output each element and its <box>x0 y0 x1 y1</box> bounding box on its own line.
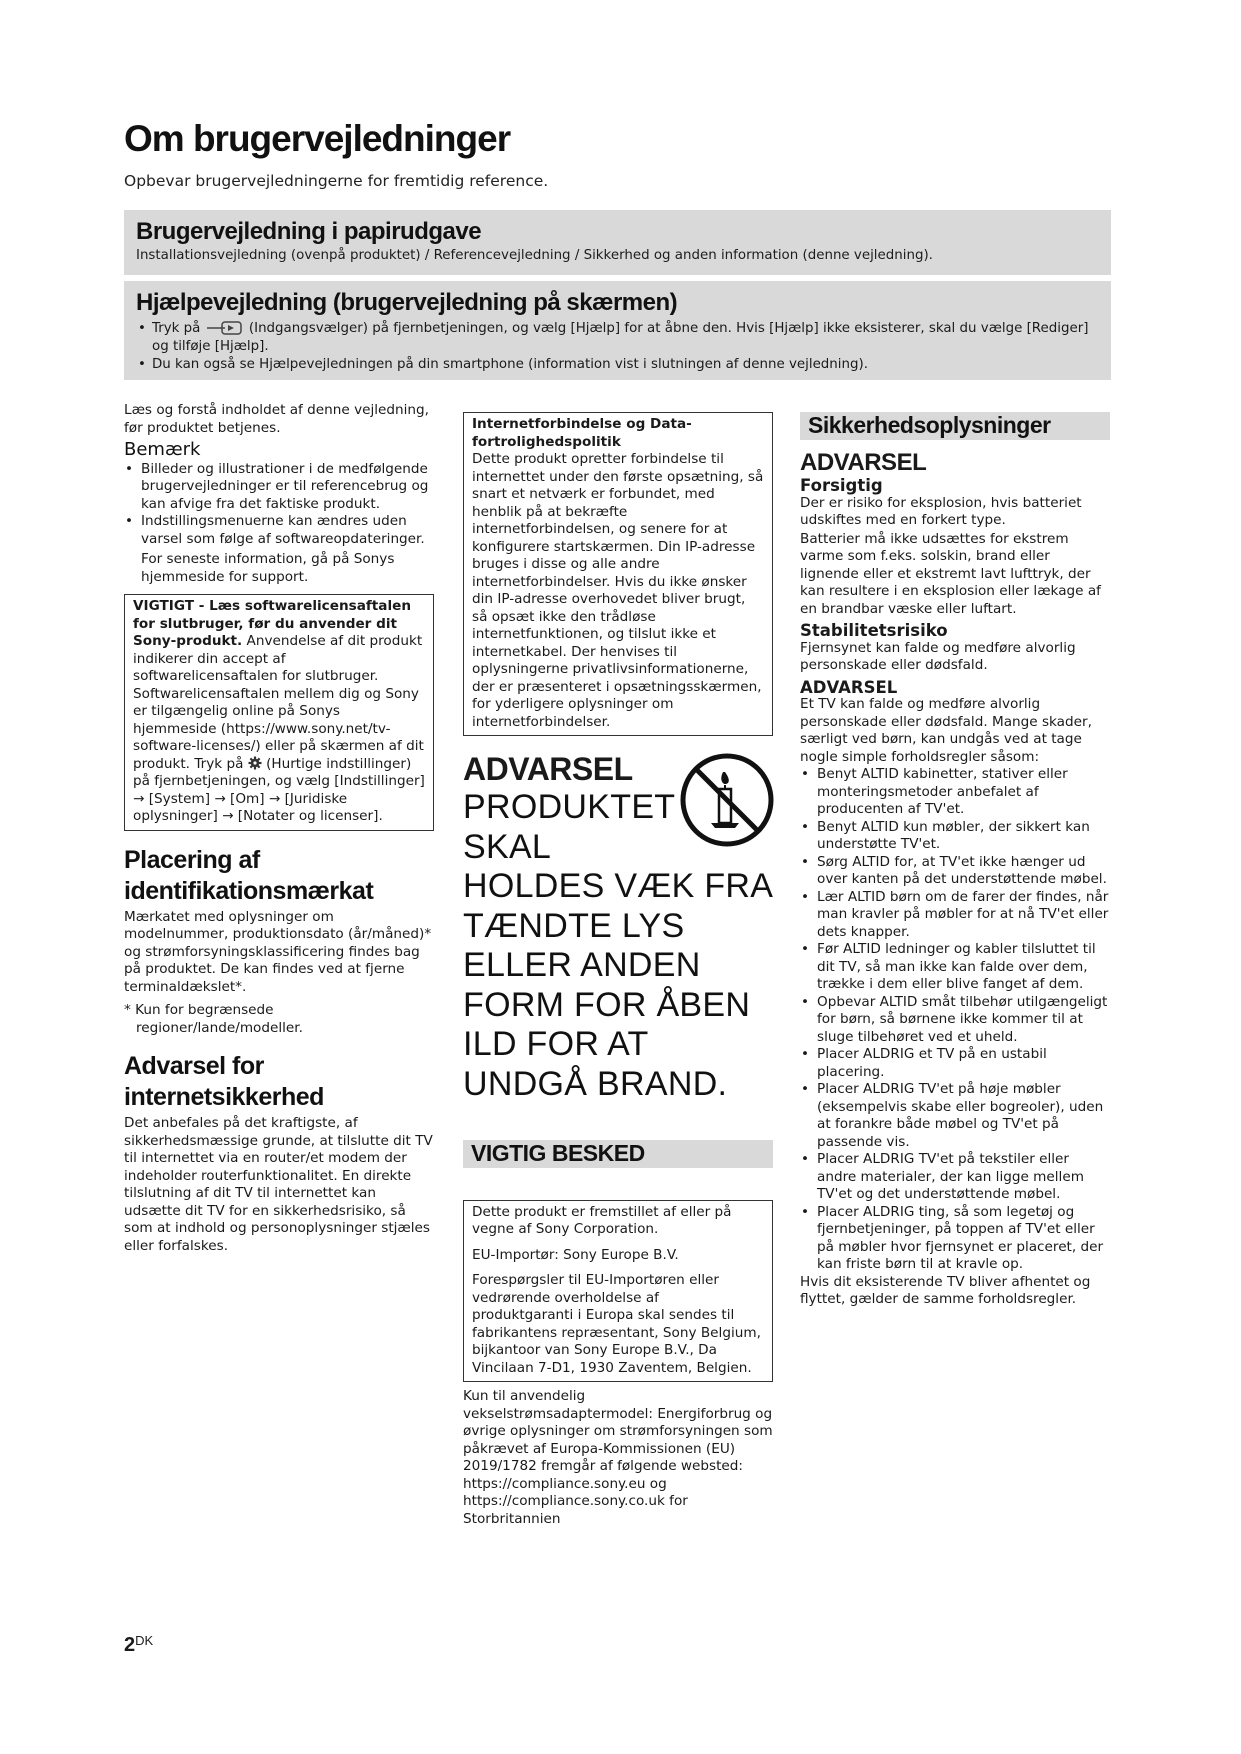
safety-title: Sikkerhedsoplysninger <box>800 412 1110 440</box>
column-left <box>124 402 434 1255</box>
internet-safety-text: Det anbefales på det kraftigste, af sikkerhedsmæssige grunde, at tilslutte dit TV til internettet via en router/et modem der indeholder routerfunktionalitet. En direkte tilslutning af dit TV til internettet kan udsætte dit TV for en sikkerhedsrisiko, så som at indhold og personoplysninger stjæles eller forfalskes. <box>124 1115 433 1254</box>
help-guide-box <box>124 281 1111 380</box>
notice-importer: EU-Importør: Sony Europe B.V. <box>472 1246 679 1263</box>
page-title: Om brugervejledninger <box>124 118 511 159</box>
note-list <box>124 461 434 549</box>
privacy-title: Internetforbindelse og Data-fortrolighedspolitik <box>472 416 692 450</box>
internet-safety-title: Advarsel for internetsikkerhed <box>124 1052 324 1111</box>
license-box <box>124 594 434 831</box>
page-subtitle: Opbevar brugervejledningerne for fremtidig reference. <box>124 172 549 190</box>
caution-text: Der er risiko for eksplosion, hvis batteriet udskiftes med en forkert type. <box>800 494 1082 528</box>
intro-text: Læs og forstå indholdet af denne vejledning, før produktet betjenes. <box>124 402 429 436</box>
help-item-text: (Indgangsvælger) på fjernbetjeningen, og vælg [Hjælp] for at åbne den. Hvis [Hjælp] ikke eksisterer, skal du vælge [Rediger] og tilføje [Hjælp]. <box>152 321 1089 354</box>
privacy-box <box>463 412 773 736</box>
list-item: • Billeder og illustrationer i de medfølgende brugervejledninger er til referencebrug og kan afvige fra det faktiske produkt. <box>124 461 434 514</box>
warning-text: HOLDES VÆK FRA TÆNDTE LYS ELLER ANDEN FORM FOR ÅBEN ILD FOR AT UNDGÅ BRAND. <box>463 867 772 1103</box>
help-item-text: Tryk på <box>152 321 201 336</box>
fire-warning <box>463 750 773 1104</box>
adapter-text: Kun til anvendelig vekselstrømsadaptermodel: Energiforbrug og øvrige oplysninger om strømforsyningen som påkrævet af Europa-Kommissionen (EU) 2019/1782 fremgår af følgende websted: https://compliance.sony.eu og https://compliance.sony.co.uk for Storbritannien <box>463 1388 773 1527</box>
paper-guide-title: Brugervejledning i papirudgave <box>136 218 482 245</box>
warning-line2: SKAL <box>463 827 552 866</box>
gear-icon <box>248 756 262 770</box>
list-item: • Benyt ALTID kabinetter, stativer eller monteringsmetoder anbefalet af producenten af TV'et. <box>800 766 1110 819</box>
license-text-cont: (Hurtige indstillinger) på fjernbetjeningen, og vælg [Indstillinger] → [System] → [Om] → [Juridiske oplysninger] → [Notater og licenser]. <box>133 755 425 824</box>
note-extra: For seneste information, gå på Sonys hjemmeside for support. <box>141 551 395 585</box>
help-guide-list <box>136 320 1099 374</box>
list-item: • Placer ALDRIG TV'et på høje møbler (eksempelvis skabe eller bogreoler), uden at forankre både møbel og TV'et på passende vis. <box>800 1081 1110 1151</box>
closing-text: Hvis dit eksisterende TV bliver afhentet og flyttet, gælder de samme forholdsregler. <box>800 1273 1091 1307</box>
no-open-flame-icon <box>679 752 775 848</box>
page-number: $2^{DK}$ <box>124 1633 154 1656</box>
list-item: • Sørg ALTID for, at TV'et ikke hænger ud over kanten på det understøttende møbel. <box>800 854 1110 889</box>
list-item: • Benyt ALTID kun møbler, der sikkert kan understøtte TV'et. <box>800 819 1110 854</box>
list-item: • Indstillingsmenuerne kan ændres uden varsel som følge af softwareopdateringer. <box>124 513 434 548</box>
list-item: • Placer ALDRIG ting, så som legetøj og fjernbetjeninger, på toppen af TV'et eller på møbler hvor fjernsynet er placeret, der kan friste børn til at kravle op. <box>800 1204 1110 1274</box>
column-middle <box>463 412 773 1528</box>
note-title: Bemærk <box>124 439 201 460</box>
stability-title: Stabilitetsrisiko <box>800 621 948 640</box>
list-item: • Placer ALDRIG et TV på en ustabil placering. <box>800 1046 1110 1081</box>
notice-text: Forespørgsler til EU-Importøren eller vedrørende overholdelse af produktgaranti i Europa skal sendes til fabrikantens repræsentant, Sony Belgium, bijkantoor van Sony Europe B.V., Da Vincilaan 7-D1, 1930 Zaventem, Belgien. <box>472 1272 761 1376</box>
license-bold-text: VIGTIGT - Læs softwarelicensaftalen for slutbruger, før du anvender dit Sony-produkt. <box>133 598 412 649</box>
warning2-title: ADVARSEL <box>800 677 898 697</box>
list-item: • Før ALTID ledninger og kabler tilsluttet til dit TV, så man ikke kan falde over dem, trække i dem eller blive fanget af dem. <box>800 941 1110 994</box>
paper-guide-text: Installationsvejledning (ovenpå produktet) / Referencevejledning / Sikkerhed og anden information (denne vejledning). <box>136 248 933 263</box>
help-item-text: Du kan også se Hjælpevejledningen på din smartphone (information vist i slutningen af denne vejledning). <box>152 357 868 372</box>
paper-guide-box <box>124 210 1111 275</box>
notice-text: Dette produkt er fremstillet af eller på vegne af Sony Corporation. <box>472 1203 732 1237</box>
help-guide-item <box>136 320 1099 356</box>
caution-text: Batterier må ikke udsættes for ekstrem varme som f.eks. solskin, brand eller lignende eller et ekstremt lavt lufttryk, der kan resultere i en eksplosion eller lækage af en brandbar væske eller luftart. <box>800 530 1101 617</box>
label-title: Placering af identifikationsmærkat <box>124 845 374 905</box>
warning-title: ADVARSEL <box>800 448 927 476</box>
list-item: • Placer ALDRIG TV'et på tekstiler eller andre materialer, der kan ligge mellem TV'et og det understøttende møbel. <box>800 1151 1110 1204</box>
label-text: Mærkatet med oplysninger om modelnummer, produktionsdato (år/måned)* og strømforsyningsklassificering findes bag på produktet. De kan findes ved at fjerne terminaldækslet*. <box>124 908 432 995</box>
caution-title: Forsigtig <box>800 476 883 495</box>
warning-label: ADVARSEL <box>463 751 633 787</box>
notice-title: VIGTIG BESKED <box>463 1140 773 1168</box>
notice-box <box>463 1200 773 1383</box>
warning-line1: PRODUKTET <box>463 788 676 826</box>
column-right <box>800 412 1110 1309</box>
help-guide-title: Hjælpevejledning (brugervejledning på skærmen) <box>136 289 678 316</box>
warning2-text: Et TV kan falde og medføre alvorlig personskade eller dødsfald. Mange skader, særligt ved børn, kan undgås ved at tage nogle simple forholdsregler såsom: <box>800 696 1092 765</box>
help-guide-item <box>136 356 1099 374</box>
input-selector-icon <box>207 320 243 336</box>
label-footnote: * Kun for begrænsede regioner/lande/modeller. <box>124 1002 303 1036</box>
stability-text: Fjernsynet kan falde og medføre alvorlig personskade eller dødsfald. <box>800 639 1076 673</box>
privacy-text: Dette produkt opretter forbindelse til internettet under den første opsætning, så snart et netværk er forbundet, med henblik på at bekræfte internetforbindelsen, og senere for at konfigurere startskærmen. Din IP-adresse bruges i disse og alle andre internetforbindelser. Hvis du ikke ønsker din IP-adresse overhovedet bliver brugt, så opsæt ikke den trådløse internetfunktionen, og tilslut ikke et internetkabel. Der henvises til oplysningerne privatlivsinformationerne, der er præsenteret i opsætningsskærmen, for yderligere oplysninger om internetforbindelser. <box>472 451 764 730</box>
license-text: Anvendelse af dit produkt indikerer din accept af softwarelicensaftalen for slutbruger. Softwarelicensaftalen mellem dig og Sony er tilgængelig online på Sonys hjemmeside (https://www.sony.net/tv-software-licenses/) eller på skærmen af dit produkt. Tryk på <box>133 633 424 772</box>
precautions-list <box>800 766 1110 1274</box>
list-item: • Lær ALTID børn om de farer der findes, når man kravler på møbler for at nå TV'et eller dets knapper. <box>800 889 1110 942</box>
list-item: • Opbevar ALTID småt tilbehør utilgængeligt for børn, så børnene ikke kommer til at sluge tilbehøret ved et uheld. <box>800 994 1110 1047</box>
